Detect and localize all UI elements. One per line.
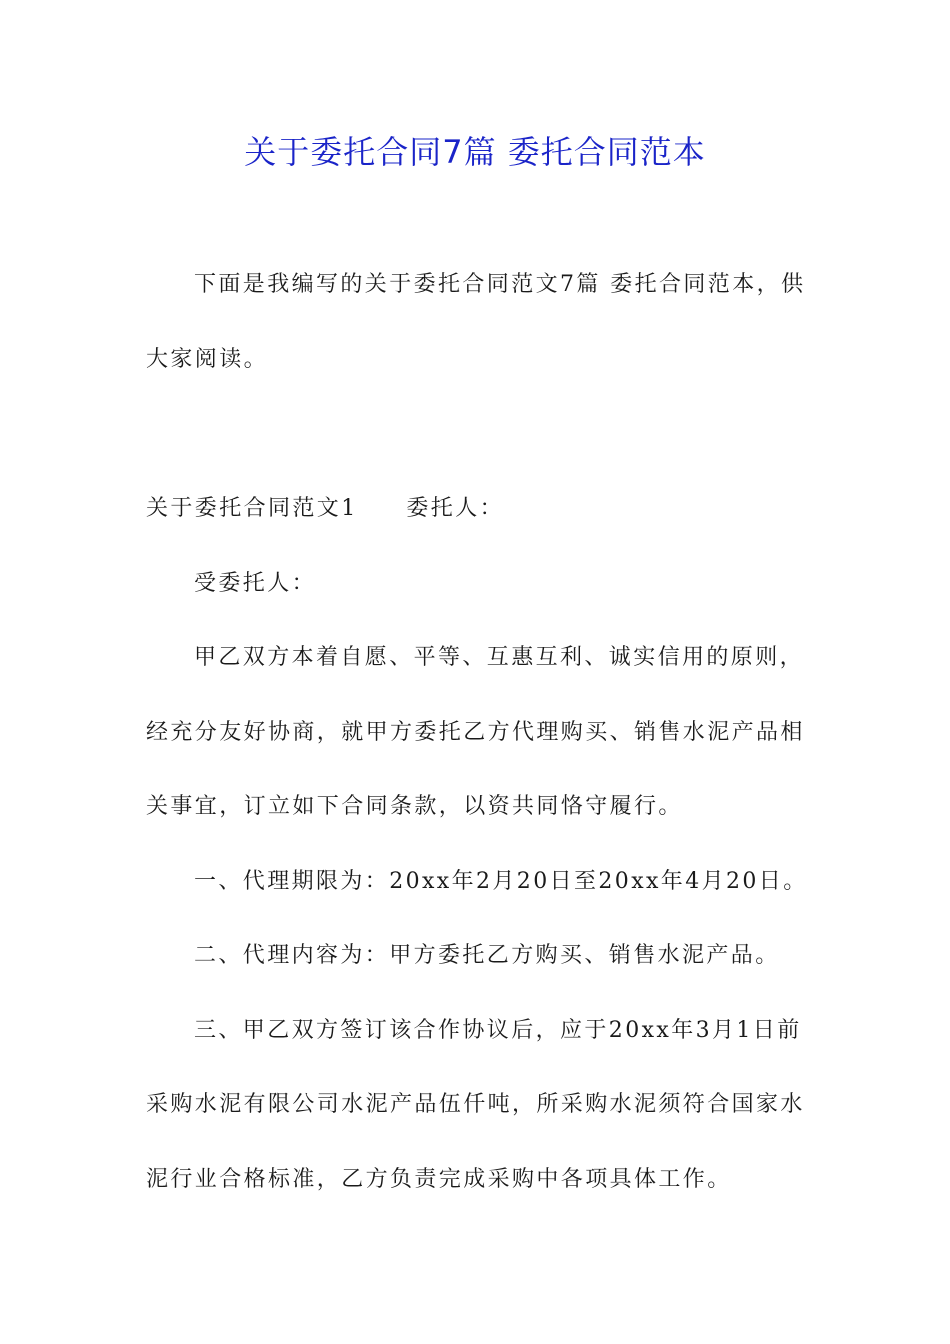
clause-line: 二、代理内容为：甲方委托乙方购买、销售水泥产品。 [194, 943, 780, 968]
paragraph-line: 大家阅读。 [146, 347, 269, 372]
paragraph-line: 下面是我编写的关于委托合同范文7篇 委托合同范本，供 [194, 272, 806, 297]
clause-line: 三、甲乙双方签订该合作协议后，应于20xx年3月1日前 [194, 1018, 802, 1043]
clause-line: 一、代理期限为：20xx年2月20日至20xx年4月20日。 [194, 869, 808, 894]
document-title: 关于委托合同7篇 委托合同范本 [244, 133, 706, 171]
clause-line: 采购水泥有限公司水泥产品伍仟吨，所采购水泥须符合国家水 [146, 1092, 805, 1117]
clause-line: 泥行业合格标准，乙方负责完成采购中各项具体工作。 [146, 1167, 732, 1192]
section-heading: 关于委托合同范文1 委托人： [146, 496, 504, 521]
paragraph-line: 经充分友好协商，就甲方委托乙方代理购买、销售水泥产品相 [146, 720, 805, 745]
paragraph-line: 关事宜，订立如下合同条款，以资共同恪守履行。 [146, 794, 683, 819]
paragraph-line: 甲乙双方本着自愿、平等、互惠互利、诚实信用的原则， [194, 645, 805, 670]
paragraph-line: 受委托人： [194, 571, 317, 596]
